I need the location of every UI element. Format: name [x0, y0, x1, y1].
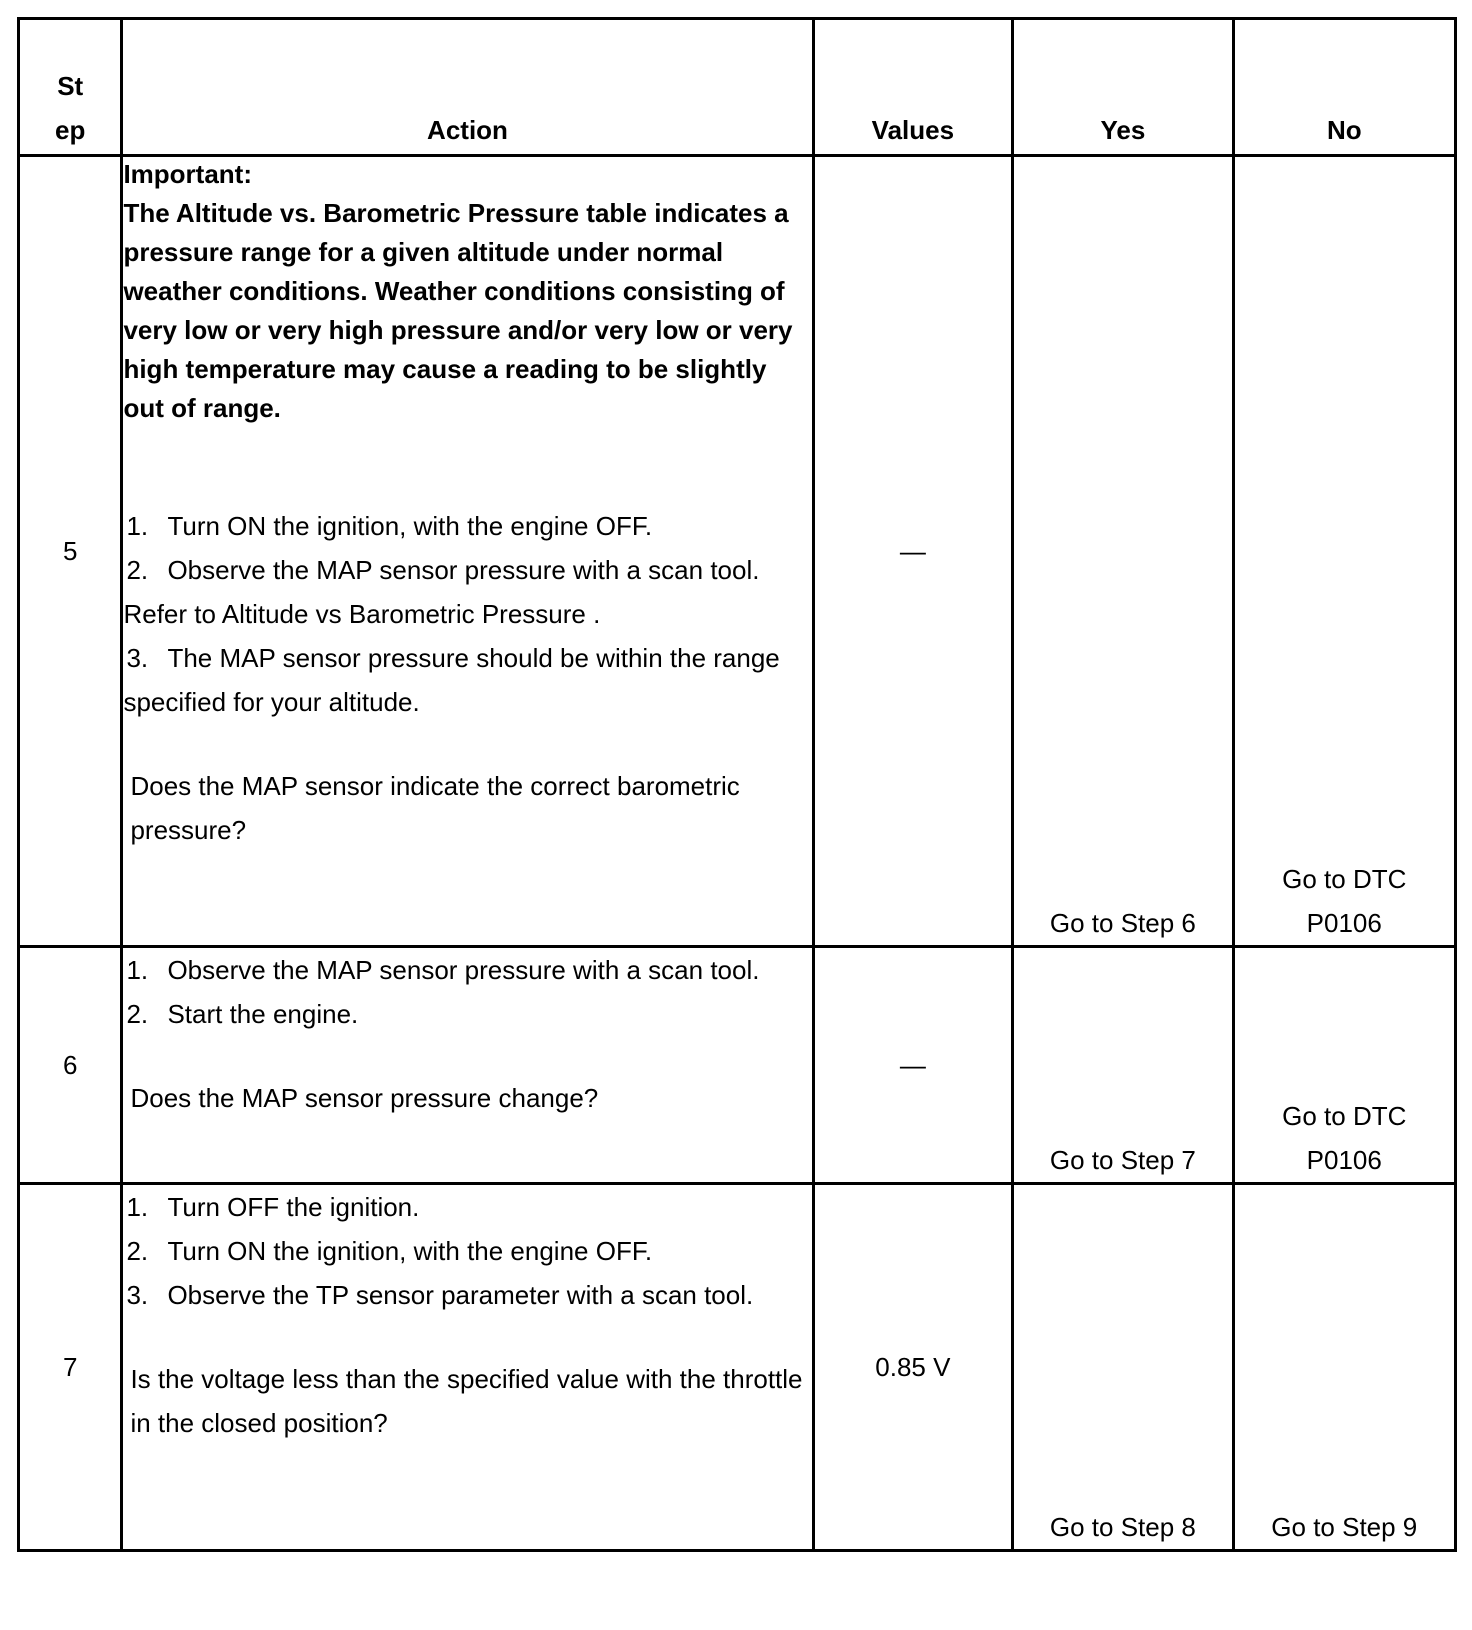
list-item: 2. Start the engine.: [126, 999, 359, 1029]
list-item: 1. Turn ON the ignition, with the engine OFF.: [126, 511, 653, 541]
table-row-step-6: [19, 947, 1456, 1184]
question-text: Does the MAP sensor indicate the correct barometric pressure?: [130, 771, 740, 845]
step-number: 7: [19, 1184, 122, 1551]
important-label: Important:: [123, 159, 252, 189]
no-cell: Go to DTC P0106: [1233, 947, 1455, 1184]
action-list: [123, 1185, 811, 1317]
action-cell: [122, 156, 813, 947]
list-item: 1. Turn OFF the ignition.: [126, 1192, 420, 1222]
table-row-step-5: [19, 156, 1456, 947]
table-row-step-7: [19, 1184, 1456, 1551]
header-yes: Yes: [1013, 19, 1233, 156]
no-cell: Go to DTC P0106: [1233, 156, 1455, 947]
values-cell: 0.85 V: [813, 1184, 1013, 1551]
header-step-line2: ep: [55, 115, 86, 145]
action-list: [123, 504, 811, 724]
header-step-line1: St: [57, 71, 84, 101]
header-values: Values: [813, 19, 1013, 156]
yes-cell: Go to Step 6: [1013, 156, 1233, 947]
step-number: 5: [19, 156, 122, 947]
question-text: Does the MAP sensor pressure change?: [130, 1083, 599, 1113]
diagnostic-table: [17, 17, 1457, 1552]
important-text: The Altitude vs. Barometric Pressure table indicates a pressure range for a given altitude under normal weather conditions. Weather conditions consisting of very low or very high pressure and/or very low or very high temperature may cause a reading to be slightly out of range.: [123, 198, 793, 423]
action-cell: [122, 947, 813, 1184]
list-item: 2. Observe the MAP sensor pressure with a scan tool. Refer to Altitude vs Barometric Pressure .: [123, 555, 760, 629]
step-number: 6: [19, 947, 122, 1184]
yes-cell: Go to Step 7: [1013, 947, 1233, 1184]
list-item: 1. Observe the MAP sensor pressure with a scan tool.: [126, 955, 760, 985]
header-action: Action: [122, 19, 813, 156]
list-item: 3. Observe the TP sensor parameter with a scan tool.: [126, 1280, 754, 1310]
header-no: No: [1233, 19, 1455, 156]
values-cell: —: [813, 947, 1013, 1184]
no-cell: Go to Step 9: [1233, 1184, 1455, 1551]
yes-cell: Go to Step 8: [1013, 1184, 1233, 1551]
list-item: 2. Turn ON the ignition, with the engine OFF.: [126, 1236, 653, 1266]
question-text: Is the voltage less than the specified value with the throttle in the closed position?: [130, 1364, 803, 1438]
list-item: 3. The MAP sensor pressure should be within the range specified for your altitude.: [123, 643, 780, 717]
header-row: [19, 19, 1456, 156]
important-note: [123, 155, 811, 428]
action-list: [123, 948, 811, 1036]
values-cell: —: [813, 156, 1013, 947]
action-cell: [122, 1184, 813, 1551]
header-step: [19, 19, 122, 156]
